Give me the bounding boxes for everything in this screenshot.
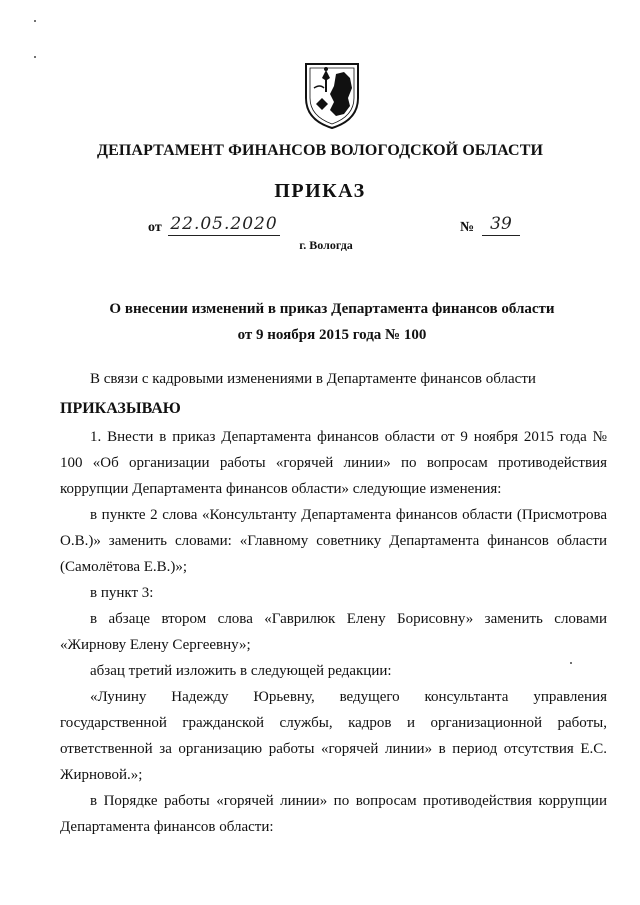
department-name: ДЕПАРТАМЕНТ ФИНАНСОВ ВОЛОГОДСКОЙ ОБЛАСТИ	[96, 142, 544, 159]
paragraph-abz-2: в абзаце втором слова «Гаврилюк Елену Борисовну» заменить словами «Жирнову Елену Сергеевну»;	[60, 611, 607, 653]
city-name: г. Вологда	[299, 238, 353, 252]
preamble: В связи с кадровыми изменениями в Департаменте финансов области	[90, 371, 536, 387]
paragraph-order: в Порядке работы «горячей линии» по вопросам противодействия коррупции Департамента финансов области:	[60, 793, 607, 835]
paragraph-point-2: в пункте 2 слова «Консультанту Департамента финансов области (Присмотрова О.В.)» заменить словами: «Главному советнику Департамента финансов области (Самолётова Е.В.)»;	[60, 507, 607, 575]
subject-line-1: О внесении изменений в приказ Департамента финансов области	[109, 301, 555, 317]
paragraph-item-1: 1. Внести в приказ Департамента финансов области от 9 ноября 2015 года № 100 «Об организации работы «горячей линии» по вопросам противодействия коррупции Департамента финансов области» следующие изменения:	[60, 429, 607, 497]
decree-word: ПРИКАЗЫВАЮ	[60, 400, 181, 417]
scan-speck	[34, 20, 36, 22]
order-subject	[60, 296, 604, 348]
date-label: от	[148, 220, 162, 235]
date-handwritten: 22.05.2020	[168, 214, 280, 236]
number-label: №	[460, 220, 475, 235]
number-handwritten: 39	[482, 214, 520, 236]
subject-line-2: от 9 ноября 2015 года № 100	[237, 327, 427, 343]
paragraph-point-3: в пункт 3:	[90, 585, 154, 601]
coat-of-arms-icon	[300, 58, 364, 130]
order-title: ПРИКАЗ	[274, 180, 366, 202]
paragraph-lunina: «Лунину Надежду Юрьевну, ведущего консультанта управления государственной гражданской службы, кадров и организационной работы, ответственной за организацию работы «горячей линии» в период отсутствия Е.С. Жирновой.»;	[60, 689, 607, 783]
scan-speck	[34, 56, 36, 58]
paragraph-abz-3: абзац третий изложить в следующей редакции:	[90, 663, 392, 679]
order-body	[60, 366, 607, 840]
